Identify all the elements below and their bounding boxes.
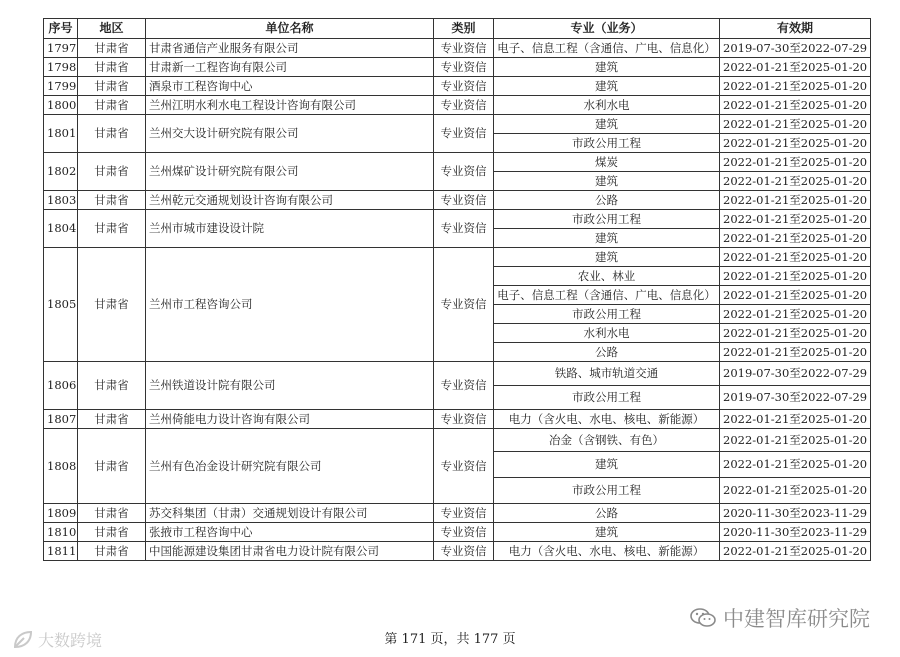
cell-validity: 2022-01-21至2025-01-20 <box>720 115 871 134</box>
table-body <box>44 39 871 561</box>
cell-region: 甘肃省 <box>78 153 146 191</box>
cell-validity: 2022-01-21至2025-01-20 <box>720 210 871 229</box>
cell-company: 兰州江明水利水电工程设计咨询有限公司 <box>146 96 434 115</box>
table-row <box>44 210 871 229</box>
cell-category: 专业资信 <box>434 248 494 362</box>
cell-index: 1805 <box>44 248 78 362</box>
header-company: 单位名称 <box>146 19 434 39</box>
cell-index: 1799 <box>44 77 78 96</box>
cell-validity: 2022-01-21至2025-01-20 <box>720 305 871 324</box>
cell-company: 兰州乾元交通规划设计咨询有限公司 <box>146 191 434 210</box>
cell-region: 甘肃省 <box>78 504 146 523</box>
cell-index: 1811 <box>44 542 78 561</box>
cell-validity: 2022-01-21至2025-01-20 <box>720 153 871 172</box>
cell-validity: 2022-01-21至2025-01-20 <box>720 286 871 305</box>
cell-index: 1808 <box>44 429 78 504</box>
cell-category: 专业资信 <box>434 210 494 248</box>
cell-specialty: 电力（含火电、水电、核电、新能源） <box>494 410 720 429</box>
cell-category: 专业资信 <box>434 153 494 191</box>
cell-company: 张掖市工程咨询中心 <box>146 523 434 542</box>
cell-region: 甘肃省 <box>78 115 146 153</box>
cell-validity: 2022-01-21至2025-01-20 <box>720 452 871 478</box>
left-watermark-text: 大数跨境 <box>38 631 103 650</box>
cell-specialty: 铁路、城市轨道交通 <box>494 362 720 386</box>
table-row <box>44 362 871 386</box>
cell-index: 1800 <box>44 96 78 115</box>
page-number: 第 171 页，共 177 页 <box>384 632 516 647</box>
wechat-icon <box>689 607 717 629</box>
cell-company: 苏交科集团（甘肃）交通规划设计有限公司 <box>146 504 434 523</box>
cell-category: 专业资信 <box>434 39 494 58</box>
cell-validity: 2022-01-21至2025-01-20 <box>720 248 871 267</box>
header-index: 序号 <box>44 19 78 39</box>
cell-specialty: 建筑 <box>494 77 720 96</box>
cell-category: 专业资信 <box>434 77 494 96</box>
cell-company: 甘肃省通信产业服务有限公司 <box>146 39 434 58</box>
cell-validity: 2022-01-21至2025-01-20 <box>720 58 871 77</box>
cell-region: 甘肃省 <box>78 523 146 542</box>
cell-validity: 2022-01-21至2025-01-20 <box>720 542 871 561</box>
cell-specialty: 冶金（含钢铁、有色） <box>494 429 720 452</box>
table-row <box>44 153 871 172</box>
cell-validity: 2019-07-30至2022-07-29 <box>720 386 871 410</box>
cell-specialty: 电子、信息工程（含通信、广电、信息化） <box>494 286 720 305</box>
cell-specialty: 水利水电 <box>494 324 720 343</box>
cell-specialty: 电子、信息工程（含通信、广电、信息化） <box>494 39 720 58</box>
cell-validity: 2022-01-21至2025-01-20 <box>720 77 871 96</box>
cell-category: 专业资信 <box>434 362 494 410</box>
cell-validity: 2022-01-21至2025-01-20 <box>720 478 871 504</box>
cell-specialty: 公路 <box>494 191 720 210</box>
cell-index: 1798 <box>44 58 78 77</box>
cell-specialty: 建筑 <box>494 452 720 478</box>
leaf-logo-icon <box>12 629 34 651</box>
cell-region: 甘肃省 <box>78 210 146 248</box>
cell-category: 专业资信 <box>434 523 494 542</box>
cell-category: 专业资信 <box>434 58 494 77</box>
cell-category: 专业资信 <box>434 410 494 429</box>
cell-company: 中国能源建设集团甘肃省电力设计院有限公司 <box>146 542 434 561</box>
cell-region: 甘肃省 <box>78 362 146 410</box>
cell-region: 甘肃省 <box>78 58 146 77</box>
cell-specialty: 市政公用工程 <box>494 478 720 504</box>
cell-category: 专业资信 <box>434 191 494 210</box>
cell-index: 1810 <box>44 523 78 542</box>
cell-region: 甘肃省 <box>78 77 146 96</box>
cell-specialty: 公路 <box>494 504 720 523</box>
cell-index: 1802 <box>44 153 78 191</box>
table-row <box>44 115 871 134</box>
table-row <box>44 77 871 96</box>
cell-validity: 2022-01-21至2025-01-20 <box>720 229 871 248</box>
header-category: 类别 <box>434 19 494 39</box>
right-watermark-text: 中建智库研究院 <box>723 607 870 631</box>
cell-specialty: 水利水电 <box>494 96 720 115</box>
cell-validity: 2019-07-30至2022-07-29 <box>720 39 871 58</box>
cell-region: 甘肃省 <box>78 542 146 561</box>
cell-specialty: 市政公用工程 <box>494 386 720 410</box>
cell-specialty: 市政公用工程 <box>494 305 720 324</box>
table-header-row <box>44 19 871 39</box>
cell-company: 兰州倚能电力设计咨询有限公司 <box>146 410 434 429</box>
header-region: 地区 <box>78 19 146 39</box>
table-row <box>44 429 871 452</box>
cell-category: 专业资信 <box>434 504 494 523</box>
cell-validity: 2020-11-30至2023-11-29 <box>720 504 871 523</box>
cell-company: 酒泉市工程咨询中心 <box>146 77 434 96</box>
cell-category: 专业资信 <box>434 115 494 153</box>
table-row <box>44 191 871 210</box>
cell-company: 兰州煤矿设计研究院有限公司 <box>146 153 434 191</box>
left-watermark <box>12 628 102 651</box>
cell-index: 1809 <box>44 504 78 523</box>
cell-specialty: 建筑 <box>494 172 720 191</box>
cell-category: 专业资信 <box>434 542 494 561</box>
table-row <box>44 542 871 561</box>
table-row <box>44 248 871 267</box>
cell-specialty: 市政公用工程 <box>494 134 720 153</box>
cell-validity: 2022-01-21至2025-01-20 <box>720 191 871 210</box>
cell-index: 1806 <box>44 362 78 410</box>
table-row <box>44 523 871 542</box>
cell-specialty: 建筑 <box>494 115 720 134</box>
cell-index: 1807 <box>44 410 78 429</box>
cell-index: 1803 <box>44 191 78 210</box>
qualification-table <box>43 18 871 561</box>
table-row <box>44 410 871 429</box>
cell-specialty: 建筑 <box>494 229 720 248</box>
cell-region: 甘肃省 <box>78 248 146 362</box>
cell-specialty: 电力（含火电、水电、核电、新能源） <box>494 542 720 561</box>
cell-validity: 2022-01-21至2025-01-20 <box>720 134 871 153</box>
right-watermark <box>689 603 870 633</box>
cell-validity: 2022-01-21至2025-01-20 <box>720 410 871 429</box>
cell-index: 1797 <box>44 39 78 58</box>
cell-category: 专业资信 <box>434 96 494 115</box>
cell-specialty: 市政公用工程 <box>494 210 720 229</box>
cell-index: 1804 <box>44 210 78 248</box>
cell-company: 兰州交大设计研究院有限公司 <box>146 115 434 153</box>
cell-region: 甘肃省 <box>78 39 146 58</box>
cell-validity: 2022-01-21至2025-01-20 <box>720 172 871 191</box>
cell-specialty: 公路 <box>494 343 720 362</box>
cell-specialty: 建筑 <box>494 58 720 77</box>
cell-specialty: 建筑 <box>494 248 720 267</box>
table-row <box>44 39 871 58</box>
cell-validity: 2022-01-21至2025-01-20 <box>720 96 871 115</box>
cell-validity: 2022-01-21至2025-01-20 <box>720 429 871 452</box>
table-row <box>44 96 871 115</box>
cell-validity: 2019-07-30至2022-07-29 <box>720 362 871 386</box>
cell-region: 甘肃省 <box>78 410 146 429</box>
cell-specialty: 煤炭 <box>494 153 720 172</box>
cell-validity: 2022-01-21至2025-01-20 <box>720 267 871 286</box>
cell-category: 专业资信 <box>434 429 494 504</box>
cell-region: 甘肃省 <box>78 429 146 504</box>
cell-company: 兰州市城市建设设计院 <box>146 210 434 248</box>
cell-validity: 2020-11-30至2023-11-29 <box>720 523 871 542</box>
cell-company: 兰州有色冶金设计研究院有限公司 <box>146 429 434 504</box>
cell-specialty: 农业、林业 <box>494 267 720 286</box>
cell-specialty: 建筑 <box>494 523 720 542</box>
header-specialty: 专业（业务） <box>494 19 720 39</box>
table-row <box>44 58 871 77</box>
cell-region: 甘肃省 <box>78 191 146 210</box>
cell-validity: 2022-01-21至2025-01-20 <box>720 343 871 362</box>
header-validity: 有效期 <box>720 19 871 39</box>
cell-validity: 2022-01-21至2025-01-20 <box>720 324 871 343</box>
cell-index: 1801 <box>44 115 78 153</box>
cell-region: 甘肃省 <box>78 96 146 115</box>
table-row <box>44 504 871 523</box>
cell-company: 兰州铁道设计院有限公司 <box>146 362 434 410</box>
cell-company: 甘肃新一工程咨询有限公司 <box>146 58 434 77</box>
cell-company: 兰州市工程咨询公司 <box>146 248 434 362</box>
